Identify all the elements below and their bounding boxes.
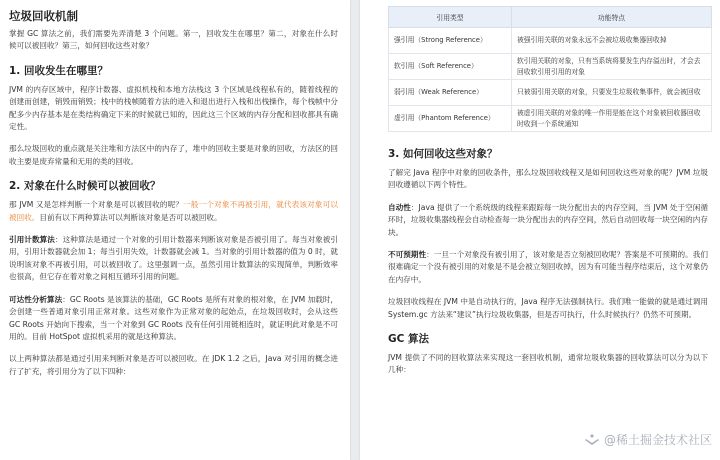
table-cell-type: 虚引用（Phantom Reference）	[389, 106, 512, 132]
reachability-text: ：GC Roots 是该算法的基础，GC Roots 是所有对象的根对象，在 JVM 加载时，会创建一些普通对象引用正常对象。这些对象作为正常对象的起始点，在垃圾回收时，会从这些 GC Roots 开始向下搜索，当一个对象到 GC Roots 没有任何引用链相连时，就证明此对象是不可用的。目前 HotSpot 虚拟机采用的就是这种算法。	[9, 294, 339, 341]
table-cell-feature: 被虚引用关联的对象的唯一作用是能在这个对象被回收器回收时收到一个系统通知	[512, 106, 712, 132]
left-page	[0, 0, 350, 460]
table-header-type: 引用类型	[389, 7, 512, 28]
reference-types-table	[388, 6, 712, 132]
table-header-feature: 功能特点	[512, 7, 712, 28]
section-1-heading: 1. 回收发生在哪里？	[9, 64, 108, 77]
section-2-paragraph-1	[9, 199, 338, 224]
table-cell-feature: 只被弱引用关联的对象，只要发生垃圾收集事件，就会被回收	[512, 80, 712, 106]
table-row	[389, 54, 712, 80]
reachability-term: 可达性分析算法	[9, 294, 63, 304]
section-2-text-b: 目前有以下两种算法可以判断该对象是否可以被回收。	[39, 212, 222, 222]
automatic-term: 自动性	[388, 202, 411, 212]
section-3-heading: 3. 如何回收这些对象？	[388, 148, 498, 160]
watermark-text: @稀土掘金技术社区	[603, 433, 712, 447]
table-cell-type: 软引用（Soft Reference）	[389, 54, 512, 80]
gc-algorithm-heading: GC 算法	[388, 333, 429, 346]
unpredictable-term: 不可预期性	[388, 250, 427, 260]
closing-paragraph: 以上两种算法都是通过引用来判断对象是否可以被回收。在 JDK 1.2 之后，Java 对引用的概念进行了扩充，将引用分为了以下四种：	[9, 354, 338, 376]
reference-counting-term: 引用计数算法	[9, 235, 55, 245]
section-1-paragraph-2: 那么垃圾回收的重点就是关注堆和方法区中的内存了，堆中的回收主要是对象的回收，方法区的回收主要是废弃常量和无用的类的回收。	[9, 144, 338, 166]
table-cell-type: 强引用（Strong Reference）	[389, 28, 512, 54]
automatic-paragraph	[388, 202, 708, 239]
table-cell-type: 弱引用（Weak Reference）	[389, 80, 512, 106]
unpredictable-text: ：一旦一个对象没有被引用了，该对象是否立刻被回收呢？答案是不可预期的。我们很难确定一个没有被引用的对象是不是会被立刻回收掉，因为有可能当程序结束后，这个对象仍在内存中。	[388, 250, 709, 284]
page-title: 垃圾回收机制	[9, 9, 78, 23]
intro-paragraph: 掌握 GC 算法之前，我们需要先弄清楚 3 个问题。第一，回收发生在哪里？第二，对象在什么时候可以被回收？第三，如何回收这些对象？	[9, 29, 338, 51]
table-row	[389, 80, 712, 106]
gc-algorithm-paragraph: JVM 提供了不同的回收算法来实现这一套回收机制，通常垃圾收集器的回收算法可以分为以下几种：	[388, 353, 708, 375]
table-cell-feature: 被强引用关联的对象永远不会被垃圾收集器回收掉	[512, 28, 712, 54]
highlighted-sentence: 一般一个对象不再被引用，就代表该对象可以被回收。	[9, 200, 338, 222]
reference-counting-text: ：这种算法是通过一个对象的引用计数器来判断该对象是否被引用了。每当对象被引用，引用计数器就会加 1；每当引用失效，计数器就会减 1。当对象的引用计数器的值为 0 时，就说明该对象不再被引用，可以被回收了。这里强调一点，虽然引用计数算法的实现简单，判断效率也很高，但它存在着对象之间相互循环引用的问题。	[9, 235, 339, 282]
table-row	[389, 106, 712, 132]
juejin-logo-icon	[584, 433, 600, 447]
section-1-paragraph-1: JVM 的内存区域中，程序计数器、虚拟机栈和本地方法栈这 3 个区域是线程私有的，随着线程的创建而创建，销毁而销毁；栈中的栈帧随着方法的进入和退出进行入栈和出栈操作，每个栈帧中分配多少内存基本是在类结构确定下来的时候就已知的，因此这三个区域的内存分配和回收都具有确定性。	[9, 84, 338, 132]
automatic-text: ：Java 提供了一个系统级的线程来跟踪每一块分配出去的内存空间，当 JVM 处于空闲循环时，垃圾收集器线程会自动检查每一块分配出去的内存空间，然后自动回收每一块空闲的内存块。	[388, 202, 709, 237]
section-2-heading: 2. 对象在什么时候可以被回收？	[9, 180, 161, 193]
reachability-paragraph	[9, 294, 338, 344]
section-2-text-a: 那 JVM 又是怎样判断一个对象是可以被回收的呢？	[9, 200, 184, 210]
table-cell-feature: 软引用关联的对象，只有当系统将要发生内存溢出时，才会去回收软引用引用的对象	[512, 54, 712, 80]
section-3-paragraph-2: 垃圾回收线程在 JVM 中是自动执行的，Java 程序无法强制执行。我们唯一能做的就是通过调用 System.gc 方法来“建议”执行垃圾收集器，但是否可执行，什么时候执行？仍然不可预期。	[388, 297, 708, 319]
unpredictable-paragraph	[388, 249, 708, 286]
right-page	[360, 0, 720, 460]
watermark	[584, 431, 712, 448]
table-row	[389, 28, 712, 54]
reference-counting-paragraph	[9, 234, 338, 284]
section-3-paragraph-1: 了解完 Java 程序中对象的回收条件，那么垃圾回收线程又是如何回收这些对象的呢？JVM 垃圾回收遵循以下两个特性。	[388, 168, 708, 190]
